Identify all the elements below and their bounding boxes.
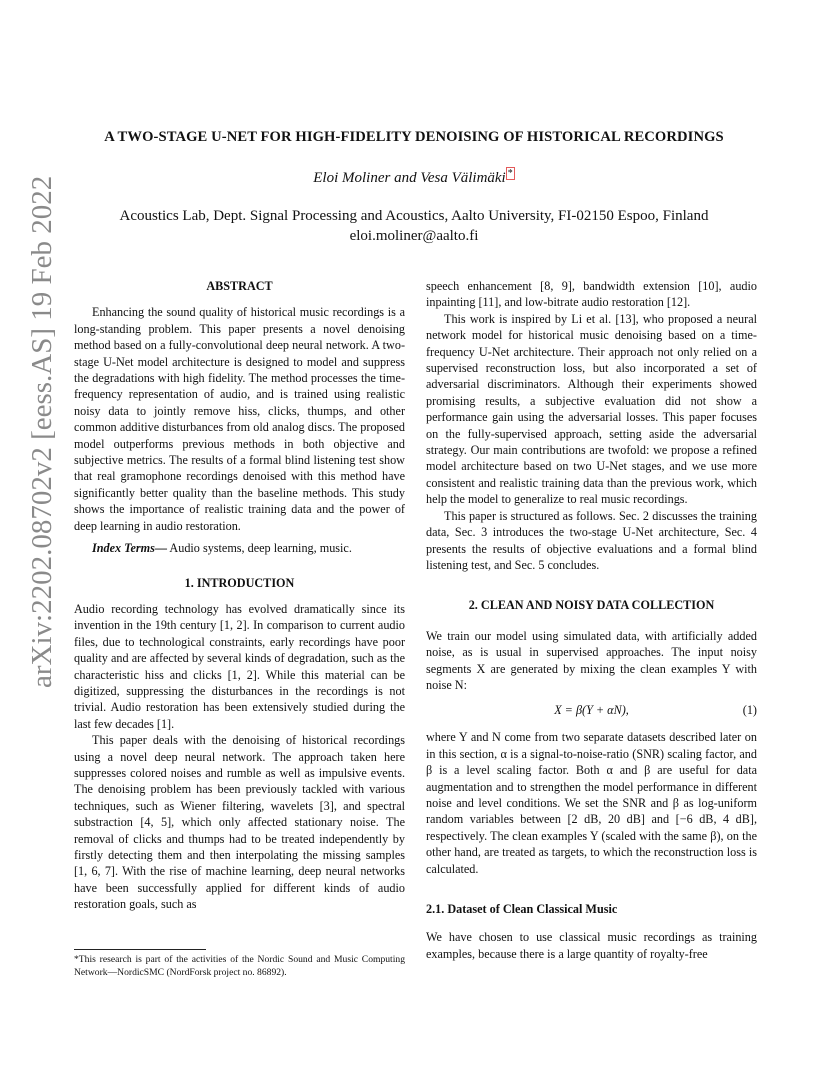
intro-paragraph-1: Audio recording technology has evolved dramatically since its invention in the 19th century [1, 2]. In comparison to current audio files, due to technological constraints, early recordings have poor quality and are affected by several kinds of degradation, such as the characteristic hiss and clicks [1, 2]. While this material can be digitized, suppressing the disturbances in the recordings is not trivial. Audio restoration has been extensively studied during the last few decades [1]. [74, 601, 405, 731]
paper-title: A TWO-STAGE U-NET FOR HIGH-FIDELITY DENOISING OF HISTORICAL RECORDINGS [104, 129, 724, 145]
subsection21-heading: 2.1. Dataset of Clean Classical Music [426, 902, 618, 916]
clean-music-paragraph: We have chosen to use classical music recordings as training examples, because there is a large quantity of royalty-free [426, 930, 757, 961]
abstract-text: Enhancing the sound quality of historical music recordings is a long-standing problem. This paper presents a novel denoising method based on a fully-convolutional deep neural network. A two-stage U-Net model architecture is designed to model and suppress the degradations with high fidelity. The method processes the time-frequency representation of audio, and is trained using realistic noisy data to jointly remove hiss, clicks, thumps, and other common additive disturbances from old analog discs. The proposed model outperforms previous methods in both objective and subjective metrics. The results of a formal blind listening test show that real gramophone recordings denoised with this method have significantly better quality than the baseline methods. This study shows the importance of realistic training data and the power of deep learning in audio restoration. [74, 305, 405, 533]
authors: Eloi Moliner and Vesa Välimäki [313, 170, 506, 186]
affiliation-line: Acoustics Lab, Dept. Signal Processing and Acoustics, Aalto University, FI-02150 Espoo, Finland [119, 208, 709, 224]
equation-number: (1) [742, 703, 757, 718]
intro-paragraph-5: This paper is structured as follows. Sec. 2 discusses the training data, Sec. 3 introduces the two-stage U-Net architecture, Sec. 4 presents the results of objective evaluations and a formal blind listening test, and Sec. 5 concludes. [426, 508, 757, 572]
section2-heading: 2. CLEAN AND NOISY DATA COLLECTION [468, 598, 715, 613]
author-footnote-link[interactable]: * [507, 168, 513, 179]
data-paragraph-2: where Y and N come from two separate datasets described later on in this section, α is a signal-to-noise-ratio (SNR) scaling factor, and β is a level scaling factor. Both α and β are useful for data augmentation and to strengthen the model performance in different noise and level conditions. We set the SNR and β as log-uniform random variables between [2 dB, 20 dB] and [−6 dB, 4 dB], respectively. The clean examples Y (scaled with the same β), on the other hand, are treated as targets, to which the reconstruction loss is calculated. [426, 730, 757, 876]
affiliation [0, 206, 828, 246]
intro-paragraph-3: speech enhancement [8, 9], bandwidth extension [10], audio inpainting [11], and low-bitrate audio restoration [12]. [426, 279, 757, 310]
authors-line [0, 169, 828, 187]
index-terms [74, 540, 405, 556]
intro-paragraph-4: This work is inspired by Li et al. [13], who proposed a neural network model for historical music denoising based on a time-frequency U-Net architecture. Their approach not only relied on a supervised reconstruction loss, but also incorporated a set of adversarial discriminators. Although their experiments showed promising results, a subjective evaluation did not show a performance gain using the adversarial losses. This paper focuses on the fully-supervised approach, setting aside the adversarial strategy. Our main contributions are twofold: we propose a refined model architecture based on two U-Net stages, and we use more consistent and realistic training data than the previous work, which help the model to generalize to real music recordings. [426, 311, 757, 507]
right-column [426, 278, 757, 962]
intro-paragraph-2: This paper deals with the denoising of historical recordings using a novel deep neural network. The approach taken here suppresses colored noises and rumble as well as impulsive events. The denoising problem has been previously tackled with various techniques, such as Wiener filtering, wavelets [3], and spectral substraction [4, 5], which only affected stationary noise. The removal of clicks and thumps had to be treated independently by firstly detecting them and then interpolating the missing samples [1, 6, 7]. With the rise of machine learning, deep neural networks have been successfully applied for different kinds of audio restoration goals, such as [74, 733, 405, 912]
section1-heading: 1. INTRODUCTION [184, 575, 295, 590]
equation-1 [426, 699, 757, 723]
arxiv-stamp: arXiv:2202.08702v2 [eess.AS] 19 Feb 2022 [26, 175, 58, 688]
index-terms-text: Audio systems, deep learning, music. [167, 541, 352, 556]
author-email: eloi.moliner@aalto.fi [349, 228, 479, 244]
left-column [74, 278, 405, 913]
equation-body: X = β(Y + αN), [554, 703, 629, 718]
data-paragraph-1: We train our model using simulated data, with artificially added noise, as is usual in supervised approaches. The input noisy segments X are generated by mixing the clean examples Y with noise N: [426, 628, 757, 692]
index-terms-label: Index Terms— [92, 541, 168, 556]
abstract-heading: ABSTRACT [206, 279, 273, 293]
footnote-rule [74, 949, 206, 950]
footnote: *This research is part of the activities of the Nordic Sound and Music Computing Network—NordicSMC (NordForsk project no. 86892). [74, 954, 405, 978]
